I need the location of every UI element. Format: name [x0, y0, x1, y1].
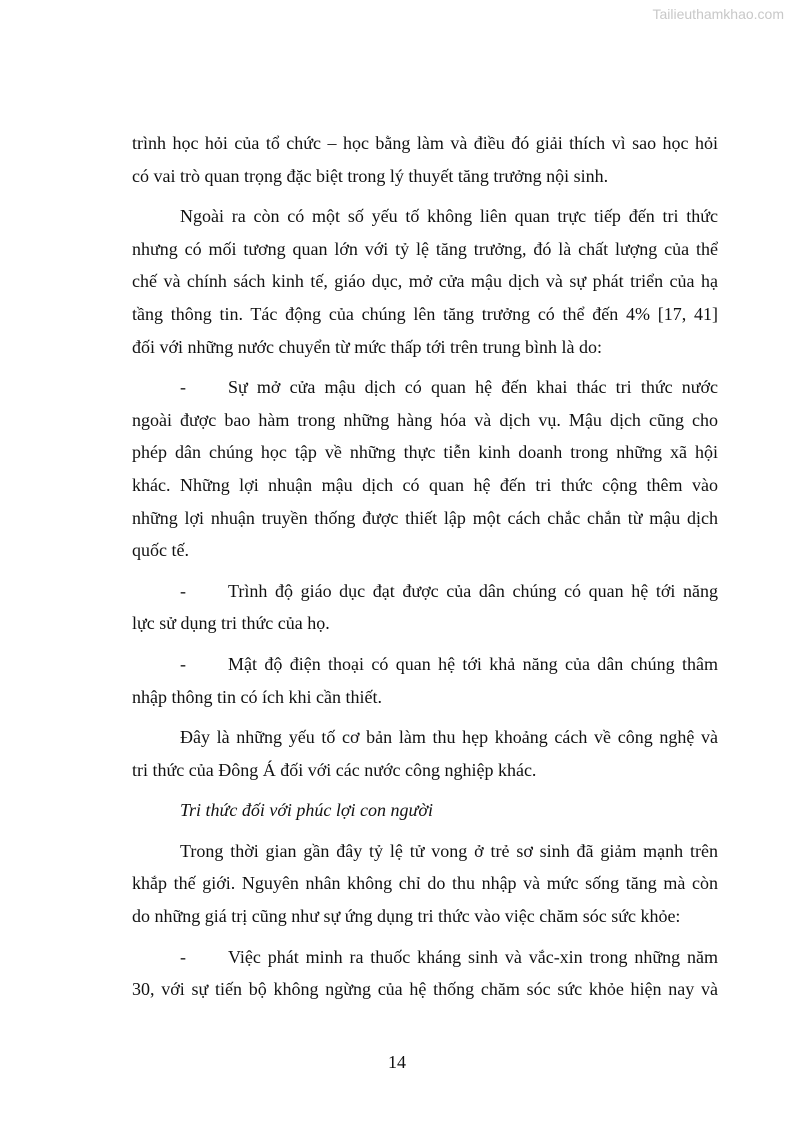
bullet-dash: - [180, 377, 186, 398]
text-line: ngoài được bao hàm trong những hàng hóa và dịch vụ. Mậu dịch cũng cho [132, 409, 718, 430]
bullet-trade-openness [132, 371, 718, 567]
text-line: tầng thông tin. Tác động của chúng lên tăng trưởng có thể đến 4% [17, 41] [132, 303, 718, 324]
text-line [132, 941, 718, 974]
text-line-body: Trình độ giáo dục đạt được của dân chúng có quan hệ tới năng [228, 580, 718, 601]
text-line: những lợi nhuận truyền thống được thiết lập một cách chắc chắn từ mậu dịch [132, 507, 718, 528]
paragraph-continuation [132, 127, 718, 192]
text-line: 30, với sự tiến bộ không ngừng của hệ thống chăm sóc sức khỏe hiện nay và [132, 979, 718, 1000]
text-line: quốc tế. [132, 540, 189, 561]
page-number: 14 [388, 1052, 406, 1072]
text-line: Tri thức đối với phúc lợi con người [180, 800, 433, 821]
text-line: khắp thế giới. Nguyên nhân không chỉ do thu nhập và mức sống tăng mà còn [132, 873, 718, 894]
text-line: nhưng có mối tương quan lớn với tỷ lệ tăng trưởng, đó là chất lượng của thể [132, 238, 718, 259]
text-line: trình học hỏi của tổ chức – học bằng làm và điều đó giải thích vì sao học hỏi [132, 133, 718, 153]
text-line: tri thức của Đông Á đối với các nước công nghiệp khác. [132, 759, 537, 780]
bullet-education [132, 575, 718, 640]
bullet-dash: - [180, 580, 186, 601]
text-line [132, 575, 718, 608]
text-line [132, 371, 718, 404]
paragraph-other-factors [132, 200, 718, 363]
text-line-body: Mật độ điện thoại có quan hệ tới khả năng của dân chúng thâm [228, 653, 718, 674]
bullet-dash: - [180, 653, 186, 674]
text-line: Đây là những yếu tố cơ bản làm thu hẹp khoảng cách về công nghệ và [180, 727, 718, 748]
text-line: Ngoài ra còn có một số yếu tố không liên quan trực tiếp đến tri thức [180, 206, 718, 227]
paragraph-summary [132, 721, 718, 786]
section-heading [132, 794, 718, 827]
text-line: nhập thông tin có ích khi cần thiết. [132, 686, 382, 707]
paragraph-infant-mortality [132, 835, 718, 933]
text-line [132, 648, 718, 681]
text-line: khác. Những lợi nhuận mậu dịch có quan hệ đến tri thức cộng thêm vào [132, 474, 718, 495]
document-body [132, 127, 718, 1014]
bullet-antibiotics [132, 941, 718, 1006]
text-line: phép dân chúng học tập về những thực tiễn kinh doanh trong những xã hội [132, 442, 718, 463]
text-line: lực sử dụng tri thức của họ. [132, 613, 330, 634]
text-line: chế và chính sách kinh tế, giáo dục, mở cửa mậu dịch và sự phát triển của hạ [132, 271, 718, 292]
text-line-body: Sự mở cửa mậu dịch có quan hệ đến khai thác tri thức nước [228, 377, 718, 398]
text-line: đối với những nước chuyển từ mức thấp tới trên trung bình là do: [132, 336, 603, 357]
text-line-body: Việc phát minh ra thuốc kháng sinh và vắc-xin trong những năm [228, 946, 718, 967]
bullet-telephone-density [132, 648, 718, 713]
bullet-dash: - [180, 946, 186, 967]
text-line: Trong thời gian gần đây tỷ lệ tử vong ở trẻ sơ sinh đã giảm mạnh trên [180, 840, 718, 861]
text-line: do những giá trị cũng như sự ứng dụng tri thức vào việc chăm sóc sức khỏe: [132, 906, 681, 927]
watermark: Tailieuthamkhao.com [652, 6, 784, 22]
text-line: có vai trò quan trọng đặc biệt trong lý thuyết tăng trưởng nội sinh. [132, 165, 609, 186]
